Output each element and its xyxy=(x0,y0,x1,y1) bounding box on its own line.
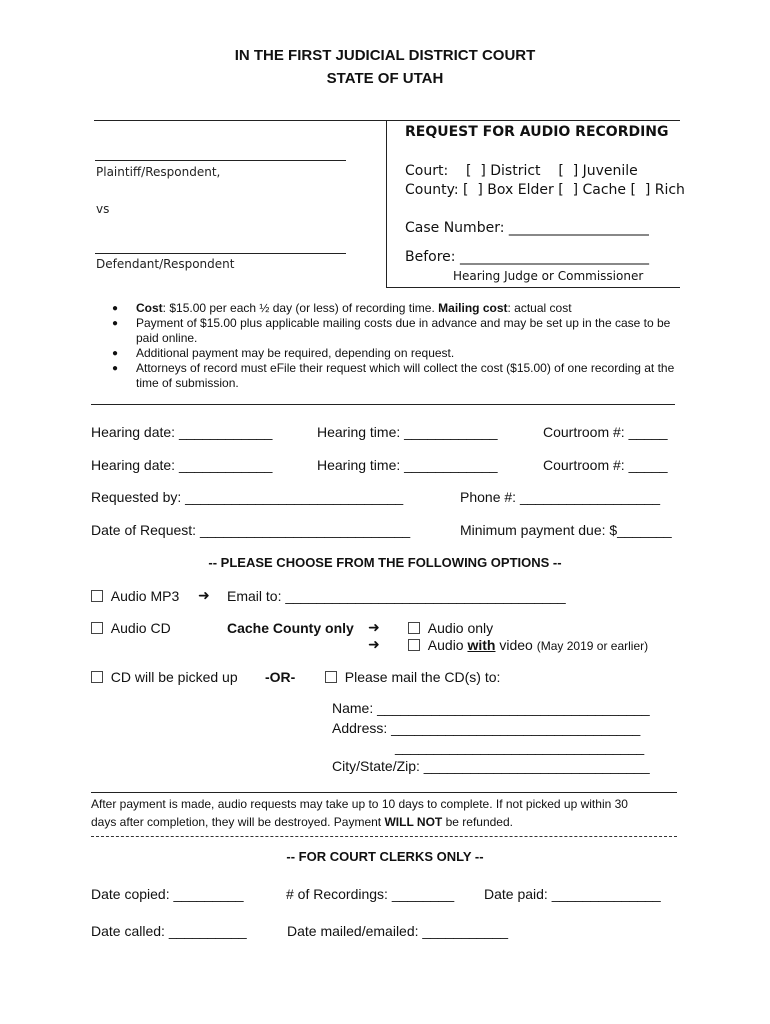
clerk-divider xyxy=(91,836,677,838)
bullet-cost xyxy=(112,301,682,316)
mp3-option[interactable] xyxy=(91,588,179,604)
mail-name-field[interactable]: Name: ___________________________________ xyxy=(332,700,650,716)
cd-checkbox[interactable] xyxy=(91,622,103,634)
arrow-icon: ➜ xyxy=(368,619,380,635)
bullet-attorneys: ● Attorneys of record must eFile their request which will collect the cost ($15.00) of one recording at the time of submission. xyxy=(112,361,682,391)
bullet-additional: ● Additional payment may be required, depending on request. xyxy=(112,346,682,361)
county-checkboxes[interactable]: County: [ ] Box Elder [ ] Cache [ ] Rich xyxy=(405,182,685,198)
request-title: REQUEST FOR AUDIO RECORDING xyxy=(405,124,669,140)
case-number-field[interactable]: Case Number: ____________________ xyxy=(405,220,649,236)
arrow-icon: ➜ xyxy=(368,636,380,652)
hearing-time-1[interactable]: Hearing time: ____________ xyxy=(317,424,498,440)
cd-label: Audio CD xyxy=(110,620,171,636)
caption-divider xyxy=(386,120,387,288)
cd-option[interactable] xyxy=(91,620,171,636)
notice-line-2 xyxy=(91,815,513,829)
cost-bullets xyxy=(112,301,682,391)
audio-video-checkbox[interactable] xyxy=(408,639,420,651)
cost-label: Cost xyxy=(136,301,163,315)
hearing-date-2[interactable]: Hearing date: ____________ xyxy=(91,457,273,473)
mail-address-line2[interactable]: ________________________________ xyxy=(395,739,645,755)
state-title: STATE OF UTAH xyxy=(326,70,444,87)
hearing-date-1[interactable]: Hearing date: ____________ xyxy=(91,424,273,440)
mp3-checkbox[interactable] xyxy=(91,590,103,602)
pickup-label: CD will be picked up xyxy=(110,669,238,685)
date-of-request-field[interactable]: Date of Request: ___________________________ xyxy=(91,522,411,538)
pickup-option[interactable] xyxy=(91,669,238,685)
before-subcaption: Hearing Judge or Commissioner xyxy=(453,269,644,283)
clerks-heading: -- FOR COURT CLERKS ONLY -- xyxy=(286,849,484,864)
defendant-label: Defendant/Respondent xyxy=(96,257,235,271)
mail-address-field[interactable]: Address: ________________________________ xyxy=(332,720,641,736)
cache-county-only: Cache County only xyxy=(227,620,354,636)
refunded-text: be refunded. xyxy=(442,815,513,829)
email-to-field[interactable]: Email to: ____________________________________ xyxy=(227,588,566,604)
mail-checkbox[interactable] xyxy=(325,671,337,683)
plaintiff-label: Plaintiff/Respondent, xyxy=(96,165,221,179)
requested-by-field[interactable]: Requested by: ____________________________ xyxy=(91,489,404,505)
defendant-line[interactable] xyxy=(95,253,346,254)
caption-bottom-rule xyxy=(386,287,680,288)
mail-option[interactable] xyxy=(325,669,500,685)
options-heading: -- PLEASE CHOOSE FROM THE FOLLOWING OPTIONS -- xyxy=(208,555,562,570)
mail-label: Please mail the CD(s) to: xyxy=(344,669,501,685)
court-checkboxes[interactable]: Court: [ ] District [ ] Juvenile xyxy=(405,163,638,179)
mail-city-field[interactable]: City/State/Zip: _____________________________ xyxy=(332,758,650,774)
may-2019-note: (May 2019 or earlier) xyxy=(536,639,649,653)
date-mailed-field[interactable]: Date mailed/emailed: ___________ xyxy=(287,923,509,939)
audio-with-video-option[interactable] xyxy=(408,637,648,653)
caption-top-rule xyxy=(94,120,680,121)
mp3-label: Audio MP3 xyxy=(110,588,180,604)
num-recordings-field[interactable]: # of Recordings: ________ xyxy=(286,886,455,902)
options-rule xyxy=(91,792,677,793)
notice-text: days after completion, they will be destroyed. Payment xyxy=(91,815,385,829)
arrow-icon: ➜ xyxy=(198,587,210,603)
courtroom-1[interactable]: Courtroom #: _____ xyxy=(543,424,668,440)
before-field[interactable]: Before: ___________________________ xyxy=(405,249,649,265)
audio-only-label: Audio only xyxy=(427,620,494,636)
plaintiff-line[interactable] xyxy=(95,160,346,161)
bullet-payment: ● Payment of $15.00 plus applicable mailing costs due in advance and may be set up in the case to be paid online. xyxy=(112,316,682,346)
courtroom-2[interactable]: Courtroom #: _____ xyxy=(543,457,668,473)
pickup-checkbox[interactable] xyxy=(91,671,103,683)
will-not-emphasis: WILL NOT xyxy=(384,815,443,829)
video-text: video xyxy=(495,637,537,653)
audio-only-option[interactable] xyxy=(408,620,493,636)
audio-only-checkbox[interactable] xyxy=(408,622,420,634)
audio-with-text: Audio xyxy=(427,637,468,653)
vs-label: vs xyxy=(96,202,110,216)
date-called-field[interactable]: Date called: __________ xyxy=(91,923,247,939)
phone-field[interactable]: Phone #: __________________ xyxy=(460,489,661,505)
with-emphasis: with xyxy=(467,637,496,653)
mailing-cost-text: : actual cost xyxy=(507,301,572,315)
court-title: IN THE FIRST JUDICIAL DISTRICT COURT xyxy=(234,47,536,64)
notice-line-1: After payment is made, audio requests may take up to 10 days to complete. If not picked up within 30 xyxy=(91,797,628,811)
or-label: -OR- xyxy=(265,669,296,685)
bullets-rule xyxy=(91,404,675,405)
date-paid-field[interactable]: Date paid: ______________ xyxy=(484,886,661,902)
mailing-cost-label: Mailing cost xyxy=(438,301,508,315)
date-copied-field[interactable]: Date copied: _________ xyxy=(91,886,244,902)
cost-text: : $15.00 per each ½ day (or less) of recording time. xyxy=(162,301,439,315)
min-payment-field[interactable]: Minimum payment due: $_______ xyxy=(460,522,672,538)
hearing-time-2[interactable]: Hearing time: ____________ xyxy=(317,457,498,473)
